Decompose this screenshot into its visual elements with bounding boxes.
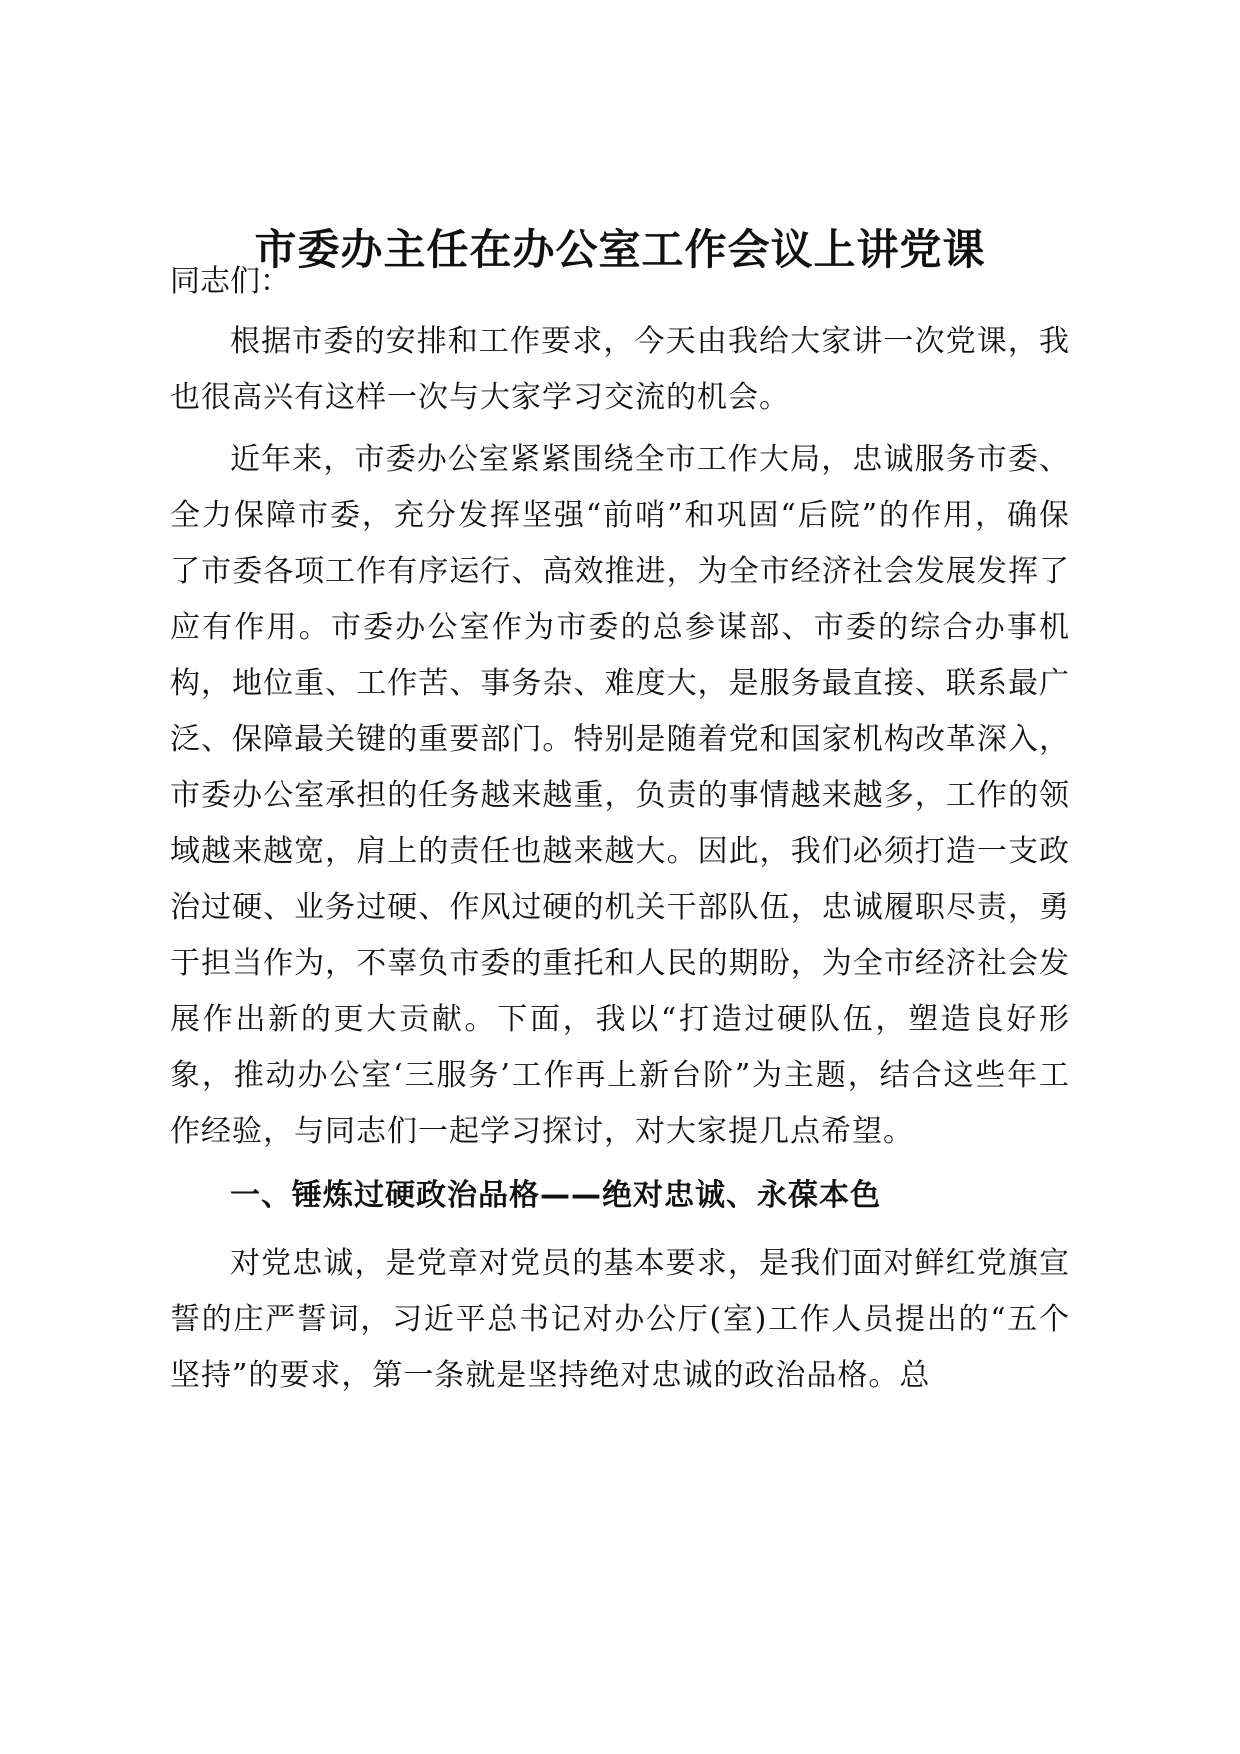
paragraph-intro: 根据市委的安排和工作要求，今天由我给大家讲一次党课，我也很高兴有这样一次与大家学习交流的机会。: [170, 324, 1070, 415]
document-body: [170, 254, 1070, 1410]
paragraph-background: 近年来，市委办公室紧紧围绕全市工作大局，忠诚服务市委、全力保障市委，充分发挥坚强“前哨”和巩固“后院”的作用，确保了市委各项工作有序运行、高效推进，为全市经济社会发展发挥了应有作用。市委办公室作为市委的总参谋部、市委的综合办事机构，地位重、工作苦、事务杂、难度大，是服务最直接、联系最广泛、保障最关键的重要部门。特别是随着党和国家机构改革深入，市委办公室承担的任务越来越重，负责的事情越来越多，工作的领域越来越宽，肩上的责任也越来越大。因此，我们必须打造一支政治过硬、业务过硬、作风过硬的机关干部队伍，忠诚履职尽责，勇于担当作为，不辜负市委的重托和人民的期盼，为全市经济社会发展作出新的更大贡献。下面，我以“打造过硬队伍，塑造良好形象，推动办公室‘三服务’工作再上新台阶”为主题，结合这些年工作经验，与同志们一起学习探讨，对大家提几点希望。: [170, 442, 1070, 1149]
section-heading-1: 一、锤炼过硬政治品格——绝对忠诚、永葆本色: [230, 1178, 881, 1213]
document-title: 市委办主任在办公室工作会议上讲党课: [254, 225, 986, 274]
salutation: 同志们：: [170, 264, 290, 299]
paragraph-section-1: 对党忠诚，是党章对党员的基本要求，是我们面对鲜红党旗宣誓的庄严誓词，习近平总书记对办公厅(室)工作人员提出的“五个坚持”的要求，第一条就是坚持绝对忠诚的政治品格。总: [170, 1246, 1070, 1393]
